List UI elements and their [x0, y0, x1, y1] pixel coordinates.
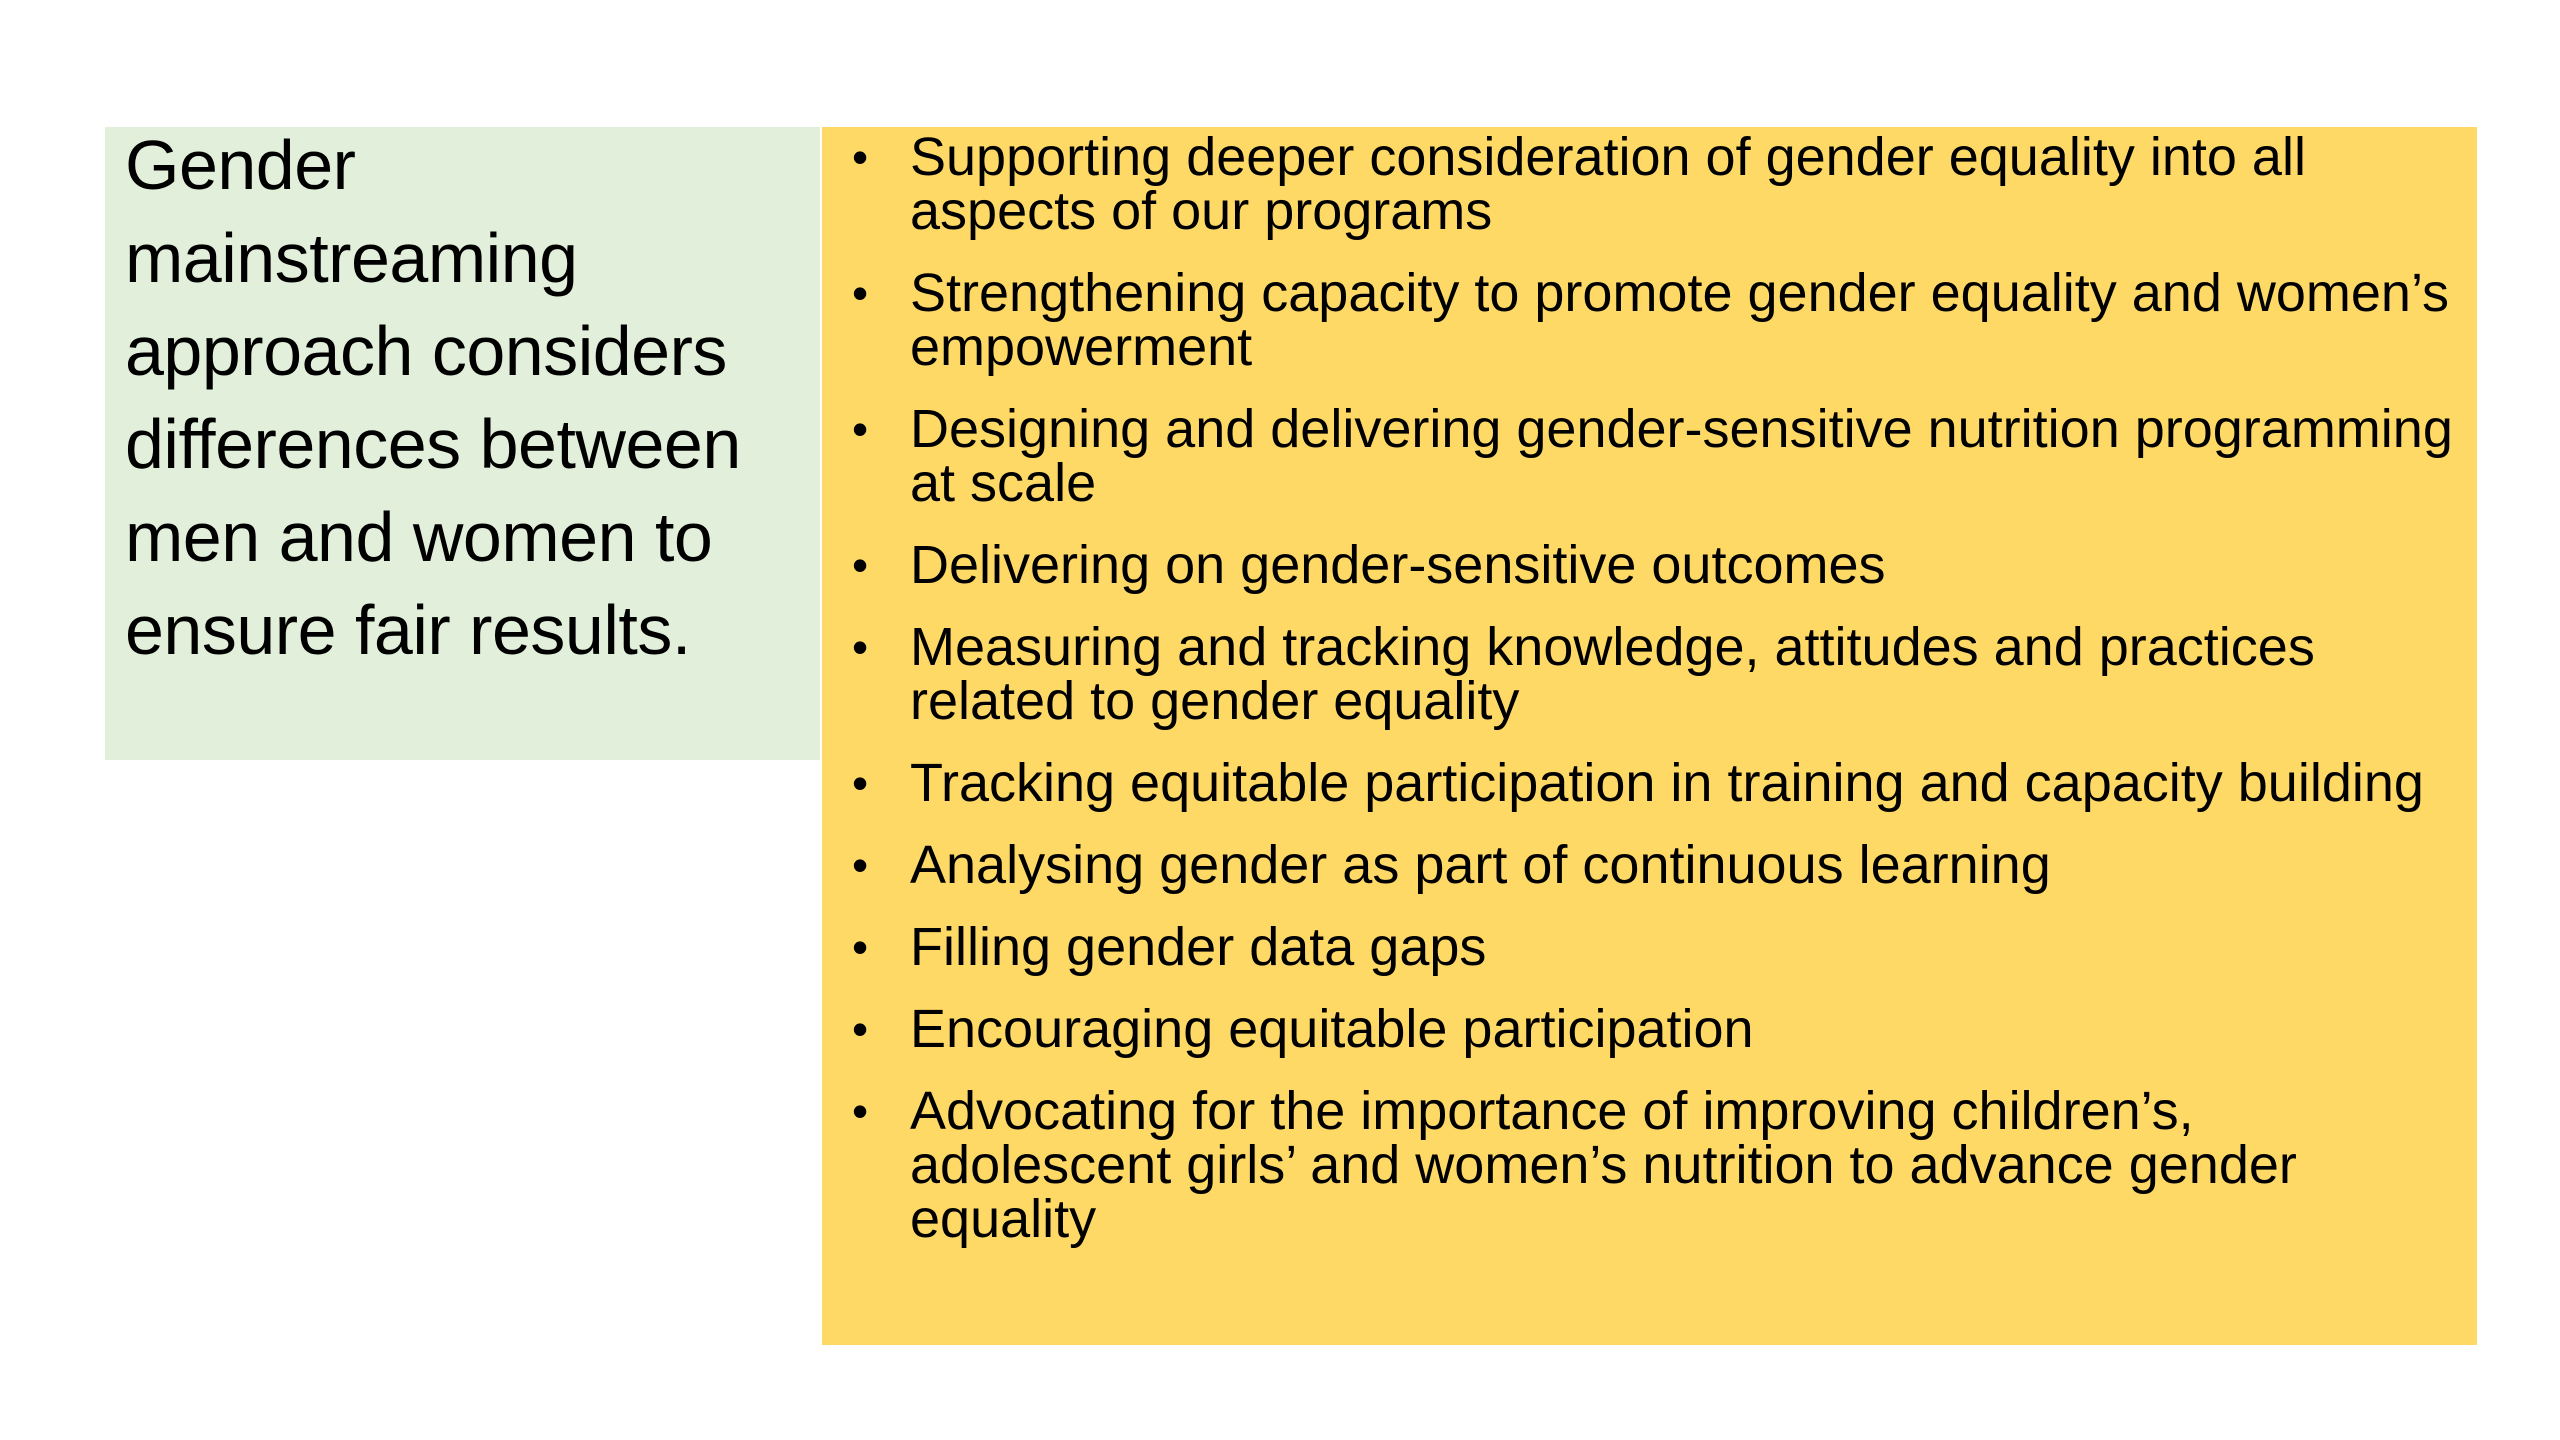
bullet-icon: •	[852, 539, 869, 591]
list-item-text: Analysing gender as part of continuous learning	[910, 835, 2051, 895]
list-item	[842, 1081, 2462, 1249]
list-item	[842, 835, 2462, 895]
left-summary-panel	[105, 127, 820, 760]
bullet-icon: •	[852, 921, 869, 973]
bullet-icon: •	[852, 267, 869, 319]
list-item	[842, 917, 2462, 977]
bullet-icon: •	[852, 131, 869, 183]
bullet-icon: •	[852, 757, 869, 809]
bullet-list	[842, 127, 2462, 1249]
list-item-text: Supporting deeper consideration of gender equality into all aspects of our programs	[910, 127, 2306, 241]
list-item	[842, 753, 2462, 813]
list-item-text: Encouraging equitable participation	[910, 999, 1754, 1059]
bullet-icon: •	[852, 1003, 869, 1055]
list-item-text: Strengthening capacity to promote gender equality and women’s empowerment	[910, 263, 2449, 377]
list-item-text: Measuring and tracking knowledge, attitudes and practices related to gender equality	[910, 617, 2315, 731]
bullet-icon: •	[852, 839, 869, 891]
list-item-text: Filling gender data gaps	[910, 917, 1487, 977]
list-item	[842, 617, 2462, 731]
bullet-icon: •	[852, 403, 869, 455]
list-item	[842, 127, 2462, 241]
list-item-text: Delivering on gender-sensitive outcomes	[910, 535, 1886, 595]
list-item-text: Advocating for the importance of improving children’s, adolescent girls’ and women’s nutrition to advance gender equality	[910, 1081, 2297, 1249]
right-bullets-panel	[822, 127, 2477, 1345]
list-item	[842, 399, 2462, 513]
list-item-text: Tracking equitable participation in training and capacity building	[910, 753, 2424, 813]
list-item	[842, 263, 2462, 377]
summary-text: Gender mainstreaming approach considers differences between men and women to ensure fair results.	[125, 126, 741, 669]
list-item-text: Designing and delivering gender-sensitive nutrition programming at scale	[910, 399, 2453, 513]
bullet-icon: •	[852, 621, 869, 673]
list-item	[842, 999, 2462, 1059]
list-item	[842, 535, 2462, 595]
bullet-icon: •	[852, 1085, 869, 1137]
